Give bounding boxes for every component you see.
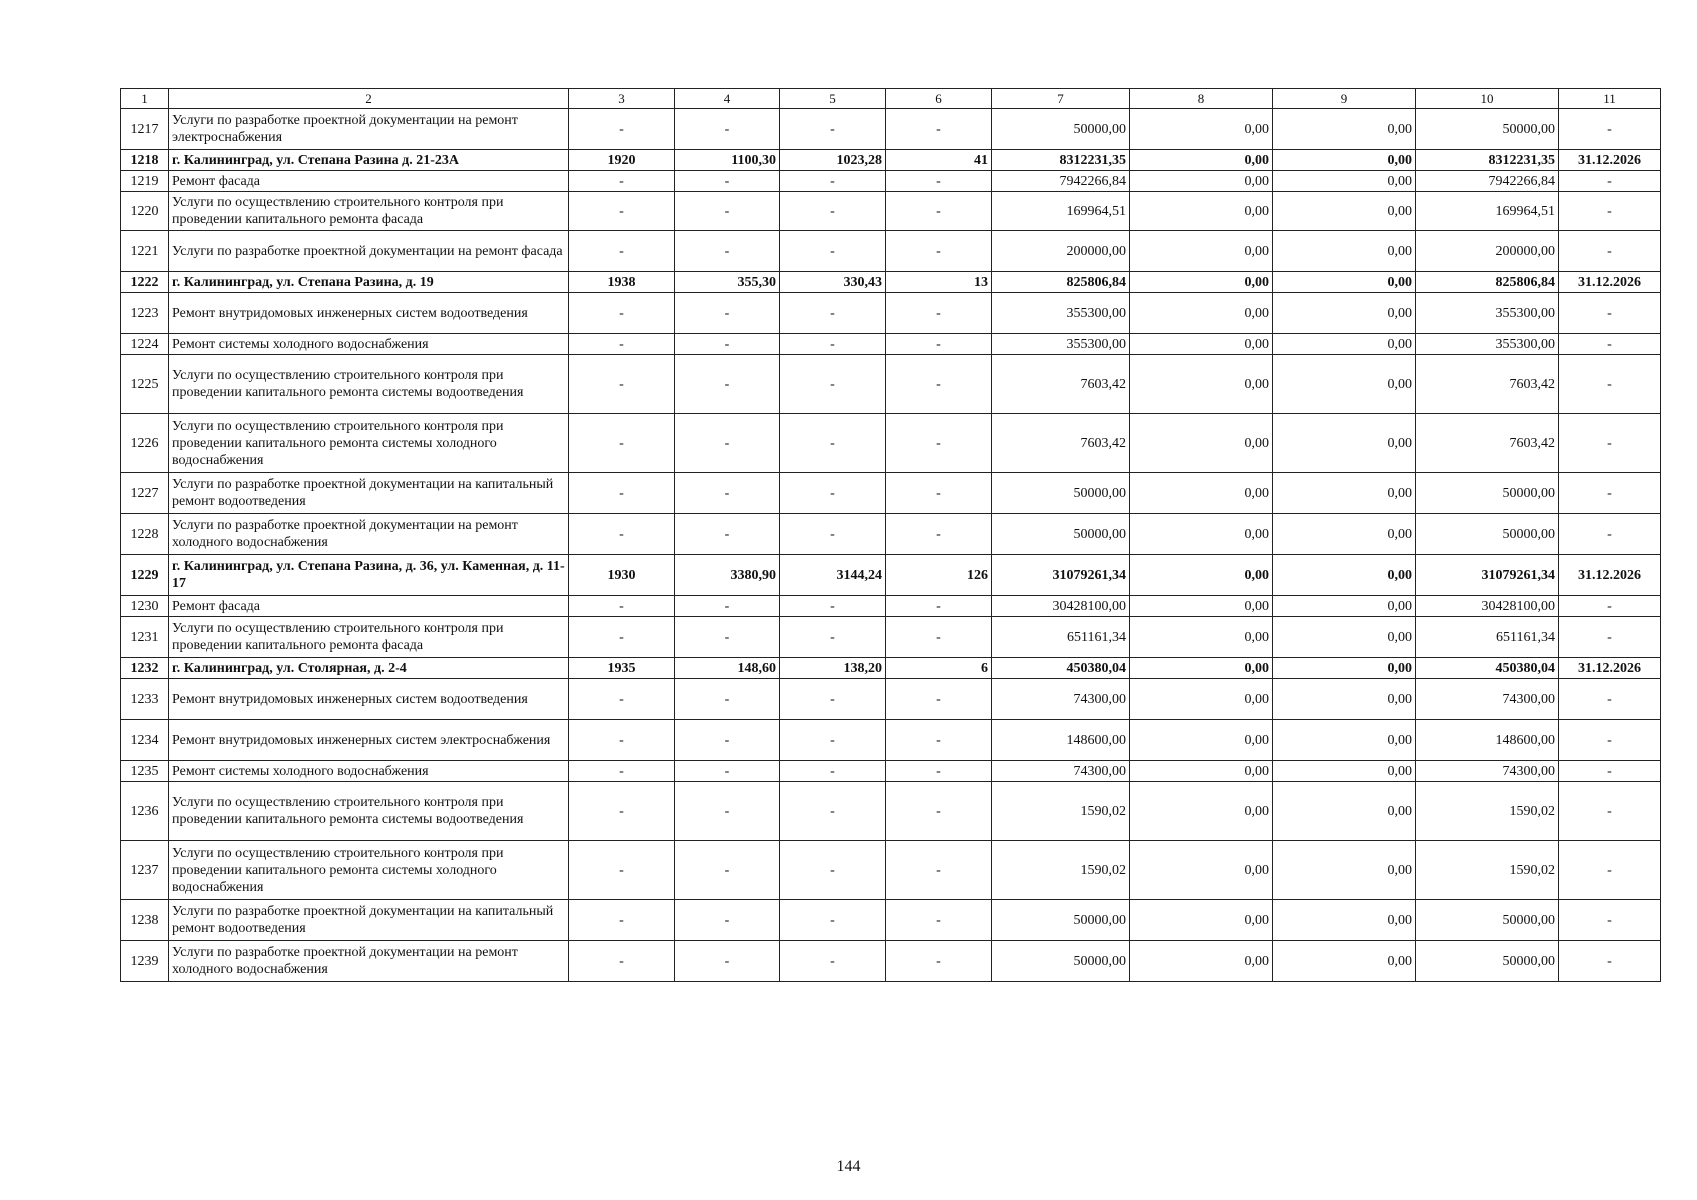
total-cost-cell: 74300,00: [992, 761, 1130, 782]
table-row: [121, 900, 1661, 941]
living-area-cell: -: [780, 941, 886, 982]
description-cell: Услуги по разработке проектной документации на ремонт холодного водоснабжения: [169, 941, 569, 982]
cost-col-8-cell: 0,00: [1130, 555, 1273, 596]
row-number-cell: 1232: [121, 658, 169, 679]
cost-col-9-cell: 0,00: [1273, 555, 1416, 596]
residents-count-cell: -: [886, 231, 992, 272]
row-number-cell: 1224: [121, 334, 169, 355]
residents-count-cell: -: [886, 720, 992, 761]
description-cell: Услуги по разработке проектной документации на капитальный ремонт водоотведения: [169, 900, 569, 941]
description-cell: Услуги по осуществлению строительного контроля при проведении капитального ремонта системы холодного водоснабжения: [169, 841, 569, 900]
total-cost-cell: 8312231,35: [992, 150, 1130, 171]
row-number-cell: 1225: [121, 355, 169, 414]
living-area-cell: -: [780, 171, 886, 192]
total-area-cell: 148,60: [675, 658, 780, 679]
cost-col-8-cell: 0,00: [1130, 941, 1273, 982]
cost-col-10-cell: 355300,00: [1416, 293, 1559, 334]
header-row: [121, 89, 1661, 109]
residents-count-cell: -: [886, 782, 992, 841]
row-number-cell: 1220: [121, 192, 169, 231]
total-area-cell: -: [675, 231, 780, 272]
description-cell: г. Калининград, ул. Степана Разина, д. 19: [169, 272, 569, 293]
residents-count-cell: -: [886, 514, 992, 555]
header-cell-8: 8: [1130, 89, 1273, 109]
construction-year-cell: -: [569, 231, 675, 272]
cost-col-10-cell: 651161,34: [1416, 617, 1559, 658]
table-row: [121, 293, 1661, 334]
deadline-cell: -: [1559, 900, 1661, 941]
residents-count-cell: -: [886, 679, 992, 720]
total-cost-cell: 148600,00: [992, 720, 1130, 761]
cost-col-8-cell: 0,00: [1130, 596, 1273, 617]
cost-col-9-cell: 0,00: [1273, 293, 1416, 334]
construction-year-cell: -: [569, 679, 675, 720]
cost-col-10-cell: 825806,84: [1416, 272, 1559, 293]
table-row: [121, 473, 1661, 514]
cost-col-10-cell: 50000,00: [1416, 900, 1559, 941]
construction-year-cell: -: [569, 293, 675, 334]
header-cell-4: 4: [675, 89, 780, 109]
living-area-cell: 1023,28: [780, 150, 886, 171]
row-number-cell: 1226: [121, 414, 169, 473]
cost-col-8-cell: 0,00: [1130, 192, 1273, 231]
cost-col-9-cell: 0,00: [1273, 231, 1416, 272]
residents-count-cell: -: [886, 109, 992, 150]
living-area-cell: -: [780, 231, 886, 272]
cost-col-10-cell: 169964,51: [1416, 192, 1559, 231]
residents-count-cell: 13: [886, 272, 992, 293]
construction-year-cell: -: [569, 761, 675, 782]
construction-year-cell: 1920: [569, 150, 675, 171]
cost-col-10-cell: 50000,00: [1416, 473, 1559, 514]
total-area-cell: -: [675, 293, 780, 334]
living-area-cell: -: [780, 293, 886, 334]
living-area-cell: -: [780, 900, 886, 941]
living-area-cell: -: [780, 414, 886, 473]
construction-year-cell: -: [569, 171, 675, 192]
total-cost-cell: 200000,00: [992, 231, 1130, 272]
description-cell: г. Калининград, ул. Степана Разина, д. 36, ул. Каменная, д. 11-17: [169, 555, 569, 596]
row-number-cell: 1223: [121, 293, 169, 334]
cost-col-8-cell: 0,00: [1130, 171, 1273, 192]
header-cell-10: 10: [1416, 89, 1559, 109]
deadline-cell: 31.12.2026: [1559, 658, 1661, 679]
deadline-cell: -: [1559, 231, 1661, 272]
description-cell: Услуги по разработке проектной документации на ремонт электроснабжения: [169, 109, 569, 150]
total-area-cell: -: [675, 473, 780, 514]
deadline-cell: -: [1559, 192, 1661, 231]
total-area-cell: -: [675, 761, 780, 782]
row-number-cell: 1217: [121, 109, 169, 150]
living-area-cell: 138,20: [780, 658, 886, 679]
table-row: [121, 782, 1661, 841]
cost-col-9-cell: 0,00: [1273, 720, 1416, 761]
table-row: [121, 334, 1661, 355]
row-number-cell: 1237: [121, 841, 169, 900]
table-row: [121, 679, 1661, 720]
total-cost-cell: 50000,00: [992, 109, 1130, 150]
living-area-cell: -: [780, 355, 886, 414]
table-row: [121, 231, 1661, 272]
cost-col-9-cell: 0,00: [1273, 658, 1416, 679]
construction-year-cell: -: [569, 841, 675, 900]
total-cost-cell: 50000,00: [992, 941, 1130, 982]
table-row: [121, 841, 1661, 900]
total-cost-cell: 50000,00: [992, 473, 1130, 514]
total-cost-cell: 7603,42: [992, 414, 1130, 473]
residents-count-cell: -: [886, 761, 992, 782]
total-area-cell: -: [675, 841, 780, 900]
deadline-cell: -: [1559, 334, 1661, 355]
page-number: 144: [836, 1158, 861, 1175]
deadline-cell: 31.12.2026: [1559, 272, 1661, 293]
cost-col-8-cell: 0,00: [1130, 761, 1273, 782]
cost-col-8-cell: 0,00: [1130, 900, 1273, 941]
cost-col-9-cell: 0,00: [1273, 900, 1416, 941]
residents-count-cell: -: [886, 617, 992, 658]
total-cost-cell: 450380,04: [992, 658, 1130, 679]
cost-col-8-cell: 0,00: [1130, 150, 1273, 171]
description-cell: Ремонт внутридомовых инженерных систем электроснабжения: [169, 720, 569, 761]
total-area-cell: -: [675, 355, 780, 414]
total-cost-cell: 50000,00: [992, 514, 1130, 555]
cost-col-9-cell: 0,00: [1273, 679, 1416, 720]
cost-col-8-cell: 0,00: [1130, 841, 1273, 900]
row-number-cell: 1233: [121, 679, 169, 720]
cost-col-9-cell: 0,00: [1273, 355, 1416, 414]
total-area-cell: -: [675, 679, 780, 720]
total-cost-cell: 30428100,00: [992, 596, 1130, 617]
table-row: [121, 171, 1661, 192]
table-body: [121, 89, 1661, 982]
residents-count-cell: 6: [886, 658, 992, 679]
cost-col-10-cell: 7942266,84: [1416, 171, 1559, 192]
cost-col-9-cell: 0,00: [1273, 761, 1416, 782]
living-area-cell: -: [780, 596, 886, 617]
row-number-cell: 1239: [121, 941, 169, 982]
header-cell-11: 11: [1559, 89, 1661, 109]
residents-count-cell: -: [886, 355, 992, 414]
description-cell: Услуги по разработке проектной документации на капитальный ремонт водоотведения: [169, 473, 569, 514]
cost-col-10-cell: 30428100,00: [1416, 596, 1559, 617]
deadline-cell: -: [1559, 782, 1661, 841]
total-cost-cell: 74300,00: [992, 679, 1130, 720]
residents-count-cell: -: [886, 841, 992, 900]
row-number-cell: 1227: [121, 473, 169, 514]
table-row: [121, 514, 1661, 555]
living-area-cell: -: [780, 761, 886, 782]
cost-col-9-cell: 0,00: [1273, 414, 1416, 473]
residents-count-cell: 41: [886, 150, 992, 171]
cost-col-9-cell: 0,00: [1273, 841, 1416, 900]
row-number-cell: 1235: [121, 761, 169, 782]
total-area-cell: 3380,90: [675, 555, 780, 596]
deadline-cell: -: [1559, 596, 1661, 617]
cost-col-9-cell: 0,00: [1273, 150, 1416, 171]
table-row: [121, 720, 1661, 761]
deadline-cell: -: [1559, 109, 1661, 150]
cost-col-8-cell: 0,00: [1130, 782, 1273, 841]
residents-count-cell: -: [886, 473, 992, 514]
construction-year-cell: -: [569, 596, 675, 617]
living-area-cell: -: [780, 109, 886, 150]
cost-col-10-cell: 74300,00: [1416, 679, 1559, 720]
construction-year-cell: 1938: [569, 272, 675, 293]
total-area-cell: 1100,30: [675, 150, 780, 171]
residents-count-cell: -: [886, 171, 992, 192]
table-row: [121, 596, 1661, 617]
deadline-cell: -: [1559, 171, 1661, 192]
cost-col-10-cell: 7603,42: [1416, 414, 1559, 473]
cost-col-9-cell: 0,00: [1273, 514, 1416, 555]
cost-col-8-cell: 0,00: [1130, 355, 1273, 414]
total-area-cell: -: [675, 617, 780, 658]
deadline-cell: 31.12.2026: [1559, 150, 1661, 171]
construction-year-cell: -: [569, 334, 675, 355]
row-number-cell: 1231: [121, 617, 169, 658]
description-cell: Ремонт фасада: [169, 596, 569, 617]
living-area-cell: -: [780, 617, 886, 658]
residents-count-cell: -: [886, 192, 992, 231]
cost-col-9-cell: 0,00: [1273, 109, 1416, 150]
description-cell: Ремонт внутридомовых инженерных систем водоотведения: [169, 679, 569, 720]
cost-col-8-cell: 0,00: [1130, 231, 1273, 272]
residents-count-cell: -: [886, 334, 992, 355]
construction-year-cell: -: [569, 355, 675, 414]
row-number-cell: 1230: [121, 596, 169, 617]
table-row: [121, 658, 1661, 679]
residents-count-cell: 126: [886, 555, 992, 596]
description-cell: г. Калининград, ул. Столярная, д. 2-4: [169, 658, 569, 679]
header-cell-5: 5: [780, 89, 886, 109]
deadline-cell: -: [1559, 617, 1661, 658]
cost-col-10-cell: 1590,02: [1416, 841, 1559, 900]
total-cost-cell: 1590,02: [992, 782, 1130, 841]
deadline-cell: 31.12.2026: [1559, 555, 1661, 596]
description-cell: Ремонт внутридомовых инженерных систем водоотведения: [169, 293, 569, 334]
living-area-cell: -: [780, 334, 886, 355]
construction-year-cell: -: [569, 414, 675, 473]
construction-year-cell: -: [569, 514, 675, 555]
cost-col-10-cell: 200000,00: [1416, 231, 1559, 272]
description-cell: Ремонт фасада: [169, 171, 569, 192]
construction-year-cell: -: [569, 941, 675, 982]
cost-col-9-cell: 0,00: [1273, 941, 1416, 982]
cost-col-10-cell: 148600,00: [1416, 720, 1559, 761]
living-area-cell: 3144,24: [780, 555, 886, 596]
description-cell: Услуги по осуществлению строительного контроля при проведении капитального ремонта системы водоотведения: [169, 782, 569, 841]
description-cell: Услуги по осуществлению строительного контроля при проведении капитального ремонта системы водоотведения: [169, 355, 569, 414]
description-cell: Услуги по осуществлению строительного контроля при проведении капитального ремонта фасада: [169, 617, 569, 658]
deadline-cell: -: [1559, 414, 1661, 473]
cost-col-8-cell: 0,00: [1130, 293, 1273, 334]
living-area-cell: -: [780, 679, 886, 720]
total-cost-cell: 50000,00: [992, 900, 1130, 941]
header-cell-3: 3: [569, 89, 675, 109]
total-area-cell: -: [675, 192, 780, 231]
cost-col-10-cell: 1590,02: [1416, 782, 1559, 841]
description-cell: Услуги по осуществлению строительного контроля при проведении капитального ремонта фасада: [169, 192, 569, 231]
header-cell-1: 1: [121, 89, 169, 109]
construction-year-cell: -: [569, 192, 675, 231]
living-area-cell: -: [780, 782, 886, 841]
total-cost-cell: 31079261,34: [992, 555, 1130, 596]
row-number-cell: 1222: [121, 272, 169, 293]
row-number-cell: 1238: [121, 900, 169, 941]
row-number-cell: 1228: [121, 514, 169, 555]
table-row: [121, 192, 1661, 231]
total-area-cell: -: [675, 414, 780, 473]
cost-col-8-cell: 0,00: [1130, 473, 1273, 514]
cost-col-9-cell: 0,00: [1273, 782, 1416, 841]
living-area-cell: -: [780, 514, 886, 555]
construction-year-cell: -: [569, 782, 675, 841]
cost-col-9-cell: 0,00: [1273, 617, 1416, 658]
total-cost-cell: 169964,51: [992, 192, 1130, 231]
row-number-cell: 1234: [121, 720, 169, 761]
deadline-cell: -: [1559, 761, 1661, 782]
cost-col-8-cell: 0,00: [1130, 109, 1273, 150]
residents-count-cell: -: [886, 941, 992, 982]
table-row: [121, 414, 1661, 473]
total-cost-cell: 1590,02: [992, 841, 1130, 900]
cost-col-9-cell: 0,00: [1273, 192, 1416, 231]
cost-col-9-cell: 0,00: [1273, 334, 1416, 355]
construction-year-cell: 1930: [569, 555, 675, 596]
cost-col-10-cell: 50000,00: [1416, 941, 1559, 982]
cost-col-10-cell: 50000,00: [1416, 109, 1559, 150]
construction-year-cell: 1935: [569, 658, 675, 679]
cost-col-9-cell: 0,00: [1273, 473, 1416, 514]
row-number-cell: 1221: [121, 231, 169, 272]
deadline-cell: -: [1559, 841, 1661, 900]
total-area-cell: -: [675, 171, 780, 192]
table-row: [121, 355, 1661, 414]
header-cell-7: 7: [992, 89, 1130, 109]
cost-col-10-cell: 355300,00: [1416, 334, 1559, 355]
description-cell: Услуги по осуществлению строительного контроля при проведении капитального ремонта системы холодного водоснабжения: [169, 414, 569, 473]
cost-col-9-cell: 0,00: [1273, 171, 1416, 192]
cost-col-8-cell: 0,00: [1130, 617, 1273, 658]
total-area-cell: -: [675, 514, 780, 555]
total-area-cell: -: [675, 941, 780, 982]
table-row: [121, 272, 1661, 293]
table-row: [121, 150, 1661, 171]
cost-col-10-cell: 450380,04: [1416, 658, 1559, 679]
deadline-cell: -: [1559, 941, 1661, 982]
header-cell-2: 2: [169, 89, 569, 109]
total-cost-cell: 7603,42: [992, 355, 1130, 414]
living-area-cell: -: [780, 473, 886, 514]
description-cell: Услуги по разработке проектной документации на ремонт холодного водоснабжения: [169, 514, 569, 555]
description-cell: Ремонт системы холодного водоснабжения: [169, 334, 569, 355]
cost-col-9-cell: 0,00: [1273, 272, 1416, 293]
row-number-cell: 1219: [121, 171, 169, 192]
repair-schedule-table: [120, 88, 1661, 982]
total-area-cell: -: [675, 596, 780, 617]
cost-col-10-cell: 7603,42: [1416, 355, 1559, 414]
cost-col-8-cell: 0,00: [1130, 514, 1273, 555]
construction-year-cell: -: [569, 900, 675, 941]
total-area-cell: -: [675, 720, 780, 761]
cost-col-8-cell: 0,00: [1130, 414, 1273, 473]
description-cell: Услуги по разработке проектной документации на ремонт фасада: [169, 231, 569, 272]
deadline-cell: -: [1559, 355, 1661, 414]
residents-count-cell: -: [886, 414, 992, 473]
construction-year-cell: -: [569, 720, 675, 761]
table-row: [121, 941, 1661, 982]
residents-count-cell: -: [886, 900, 992, 941]
total-cost-cell: 825806,84: [992, 272, 1130, 293]
description-cell: Ремонт системы холодного водоснабжения: [169, 761, 569, 782]
row-number-cell: 1229: [121, 555, 169, 596]
cost-col-10-cell: 31079261,34: [1416, 555, 1559, 596]
cost-col-8-cell: 0,00: [1130, 334, 1273, 355]
deadline-cell: -: [1559, 473, 1661, 514]
construction-year-cell: -: [569, 617, 675, 658]
cost-col-10-cell: 8312231,35: [1416, 150, 1559, 171]
row-number-cell: 1218: [121, 150, 169, 171]
cost-col-8-cell: 0,00: [1130, 658, 1273, 679]
table-row: [121, 109, 1661, 150]
description-cell: г. Калининград, ул. Степана Разина д. 21-23А: [169, 150, 569, 171]
deadline-cell: -: [1559, 293, 1661, 334]
residents-count-cell: -: [886, 293, 992, 334]
total-cost-cell: 355300,00: [992, 293, 1130, 334]
header-cell-6: 6: [886, 89, 992, 109]
residents-count-cell: -: [886, 596, 992, 617]
cost-col-8-cell: 0,00: [1130, 272, 1273, 293]
table-row: [121, 555, 1661, 596]
construction-year-cell: -: [569, 109, 675, 150]
living-area-cell: -: [780, 192, 886, 231]
deadline-cell: -: [1559, 679, 1661, 720]
living-area-cell: -: [780, 841, 886, 900]
living-area-cell: -: [780, 720, 886, 761]
total-area-cell: -: [675, 109, 780, 150]
cost-col-10-cell: 74300,00: [1416, 761, 1559, 782]
total-cost-cell: 651161,34: [992, 617, 1130, 658]
cost-col-10-cell: 50000,00: [1416, 514, 1559, 555]
total-cost-cell: 355300,00: [992, 334, 1130, 355]
living-area-cell: 330,43: [780, 272, 886, 293]
header-cell-9: 9: [1273, 89, 1416, 109]
total-area-cell: -: [675, 782, 780, 841]
cost-col-8-cell: 0,00: [1130, 720, 1273, 761]
cost-col-8-cell: 0,00: [1130, 679, 1273, 720]
total-area-cell: -: [675, 900, 780, 941]
total-area-cell: 355,30: [675, 272, 780, 293]
cost-col-9-cell: 0,00: [1273, 596, 1416, 617]
table-row: [121, 617, 1661, 658]
deadline-cell: -: [1559, 514, 1661, 555]
total-area-cell: -: [675, 334, 780, 355]
deadline-cell: -: [1559, 720, 1661, 761]
construction-year-cell: -: [569, 473, 675, 514]
row-number-cell: 1236: [121, 782, 169, 841]
table-row: [121, 761, 1661, 782]
total-cost-cell: 7942266,84: [992, 171, 1130, 192]
